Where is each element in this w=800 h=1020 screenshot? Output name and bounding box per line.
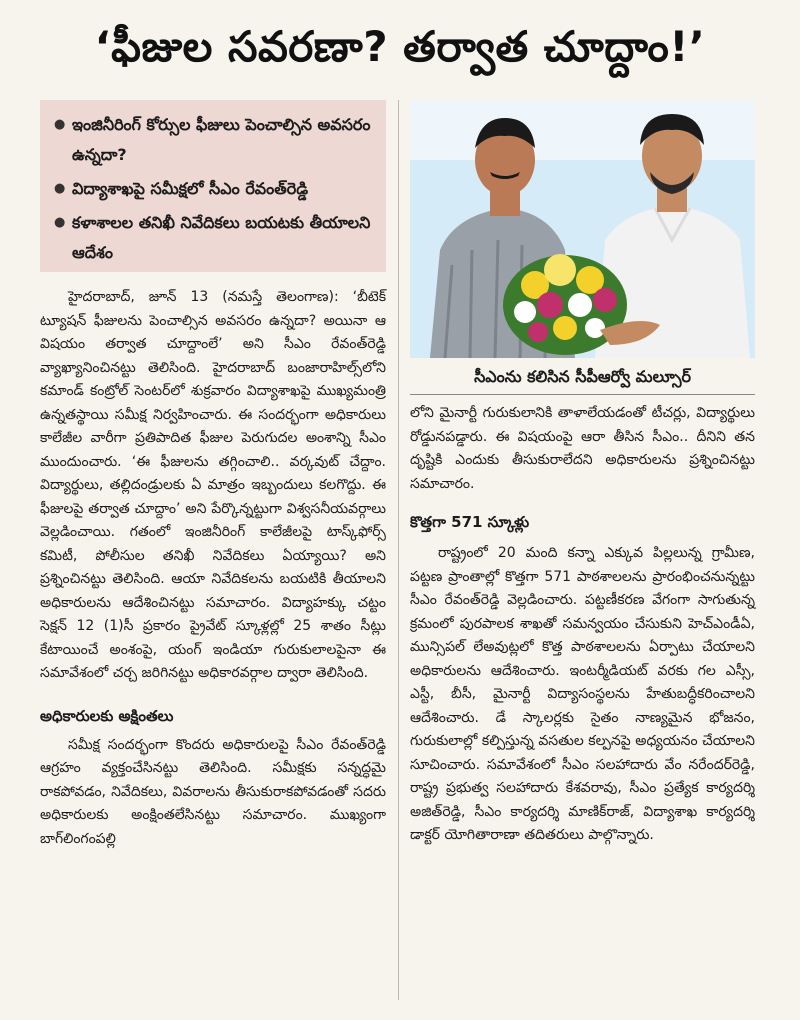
article-subheading: కొత్తగా 571 స్కూళ్లు bbox=[410, 513, 530, 531]
highlight-text: కళాశాలల తనిఖీ నివేదికలు బయటకు తీయాలని ఆదేశం bbox=[72, 213, 371, 262]
highlights-box bbox=[40, 100, 386, 272]
column-divider bbox=[398, 100, 399, 1000]
article-column-right bbox=[410, 402, 755, 848]
article-column-left bbox=[40, 286, 386, 851]
article-paragraph: లోని మైనార్టీ గురుకులానికి తాళాలేయడంతో టీచర్లు, విద్యార్థులు రోడ్డునపడ్డారు. ఈ విషయంపై ఆరా తీసిన సీఎం.. దీనిని తన దృష్టికి ఎందుకు తీసుకురాలేదని అధికారులను ప్రశ్నించినట్టు సమాచారం. bbox=[410, 405, 755, 492]
photo-caption: సీఎంను కలిసిన సీపీఆర్వో మల్సూర్ bbox=[474, 367, 691, 386]
highlight-item bbox=[54, 110, 376, 170]
photo-illustration bbox=[410, 100, 755, 358]
news-photo bbox=[410, 100, 755, 358]
highlight-text: విద్యాశాఖపై సమీక్షలో సీఎం రేవంత్‌రెడ్డి bbox=[72, 179, 309, 198]
caption-divider bbox=[410, 394, 755, 395]
highlight-item bbox=[54, 174, 376, 204]
article-paragraph: హైదరాబాద్, జూన్ 13 (నమస్తే తెలంగాణ): ‘బీటెక్ ట్యూషన్ ఫీజులను పెంచాల్సిన అవసరం ఉన్నదా? అయినా ఆ విషయం తర్వాత చూద్దాంలే’ అని సీఎం రేవంత్‌రెడ్డి వ్యాఖ్యానించినట్టు తెలిసింది. హైదరాబాద్ బంజారాహిల్స్‌లోని కమాండ్ కంట్రోల్ సెంటర్‌లో శుక్రవారం విద్యాశాఖపై ముఖ్యమంత్రి ఉన్నతస్థాయి సమీక్ష నిర్వహించారు. ఈ సందర్భంగా అధికారులు కాలేజీల వారీగా ప్రతిపాదిత ఫీజుల పెరుగుదల అంశాన్ని సీఎం ముందుంచారు. ‘ఈ ఫీజులను తగ్గించాలి.. వర్కవుట్ చేద్దాం. విద్యార్థులు, తల్లిదండ్రులకు ఏ మాత్రం ఇబ్బందులు కలగొద్దు. ఈ ఫీజులపై తర్వాత చూద్దాం’ అని పేర్కొన్నట్టుగా విశ్వసనీయవర్గాలు వెల్లడించాయి. గతంలో ఇంజినీరింగ్ కాలేజీలపై టాస్క్‌ఫోర్స్ కమిటీ, పోలీసుల తనిఖీ నివేదికలు ఏయ్యాయి? అని ప్రశ్నించినట్టు తెలిసింది. ఆయా నివేదికలను బయటికి తీయాలని అధికారులను ఆదేశించినట్టు సమాచారం. విద్యాహక్కు చట్టం సెక్షన్ 12 (1)సీ ప్రకారం ప్రైవేట్ స్కూళ్లల్లో 25 శాతం సీట్లు కేటాయించే అంశంపై, యంగ్ ఇండియా గురుకులాలపైనా ఈ సమావేశంలో చర్చ జరిగినట్టు అధికారవర్గాల ద్వారా తెలిసింది. bbox=[40, 289, 386, 681]
article-paragraph: రాష్ట్రంలో 20 మంది కన్నా ఎక్కువ పిల్లలున్న గ్రామీణ, పట్టణ ప్రాంతాల్లో కొత్తగా 571 పాఠశాలలను ప్రారంభించనున్నట్టు సీఎం రేవంత్‌రెడ్డి వెల్లడించారు. పట్టణీకరణ వేగంగా సాగుతున్న క్రమంలో పురపాలక శాఖతో సమన్వయం చేసుకుని హెచ్ఎండీఏ, మున్సిపల్ లేఅవుట్లలో కొత్త పాఠశాలలను ఏర్పాటు చేయాలని అధికారులను ఆదేశించారు. ఇంటర్మీడియట్ వరకు గల ఎస్సీ, ఎస్టీ, బీసీ, మైనార్టీ విద్యాసంస్థలను హేతుబద్ధీకరించాలని ఆదేశించారు. డే స్కాలర్లకు సైతం నాణ్యమైన భోజనం, గురుకులాల్లో కల్పిస్తున్న వసతుల కల్పనపై అధ్యయనం చేయాలని సూచించారు. సమావేశంలో సీఎం సలహాదారు వేం నరేందర్‌రెడ్డి, రాష్ట్ర ప్రభుత్వ సలహాదారు కేశవరావు, సీఎం ప్రత్యేక కార్యదర్శి అజిత్‌రెడ్డి, సీఎం కార్యదర్శి మాణిక్‌రాజ్, విద్యాశాఖ కార్యదర్శి డాక్టర్ యోగితారాణా తదితరులు పాల్గొన్నారు. bbox=[410, 545, 755, 843]
bullet-icon: ● bbox=[54, 117, 66, 132]
highlight-item bbox=[54, 208, 376, 268]
bullet-icon: ● bbox=[54, 181, 66, 196]
article-subheading: అధికారులకు అక్షింతలు bbox=[40, 706, 174, 725]
headline: ‘ఫీజుల సవరణా? తర్వాత చూద్దాం!’ bbox=[94, 22, 706, 71]
bullet-icon: ● bbox=[54, 215, 66, 230]
highlight-text: ఇంజినీరింగ్ కోర్సుల ఫీజులు పెంచాల్సిన అవసరం ఉన్నదా? bbox=[72, 115, 371, 164]
article-paragraph: సమీక్ష సందర్భంగా కొందరు అధికారులపై సీఎం రేవంత్‌రెడ్డి ఆగ్రహం వ్యక్తంచేసినట్టు తెలిసింది. సమీక్షకు సన్నద్ధమై రాకపోవడం, నివేదికలు, వివరాలను తీసుకురాకపోవడంతో సదరు అధికారులకు అంక్షింతలేసినట్టు సమాచారం. ముఖ్యంగా బాగ్‌లింగంపల్లి bbox=[40, 736, 386, 847]
